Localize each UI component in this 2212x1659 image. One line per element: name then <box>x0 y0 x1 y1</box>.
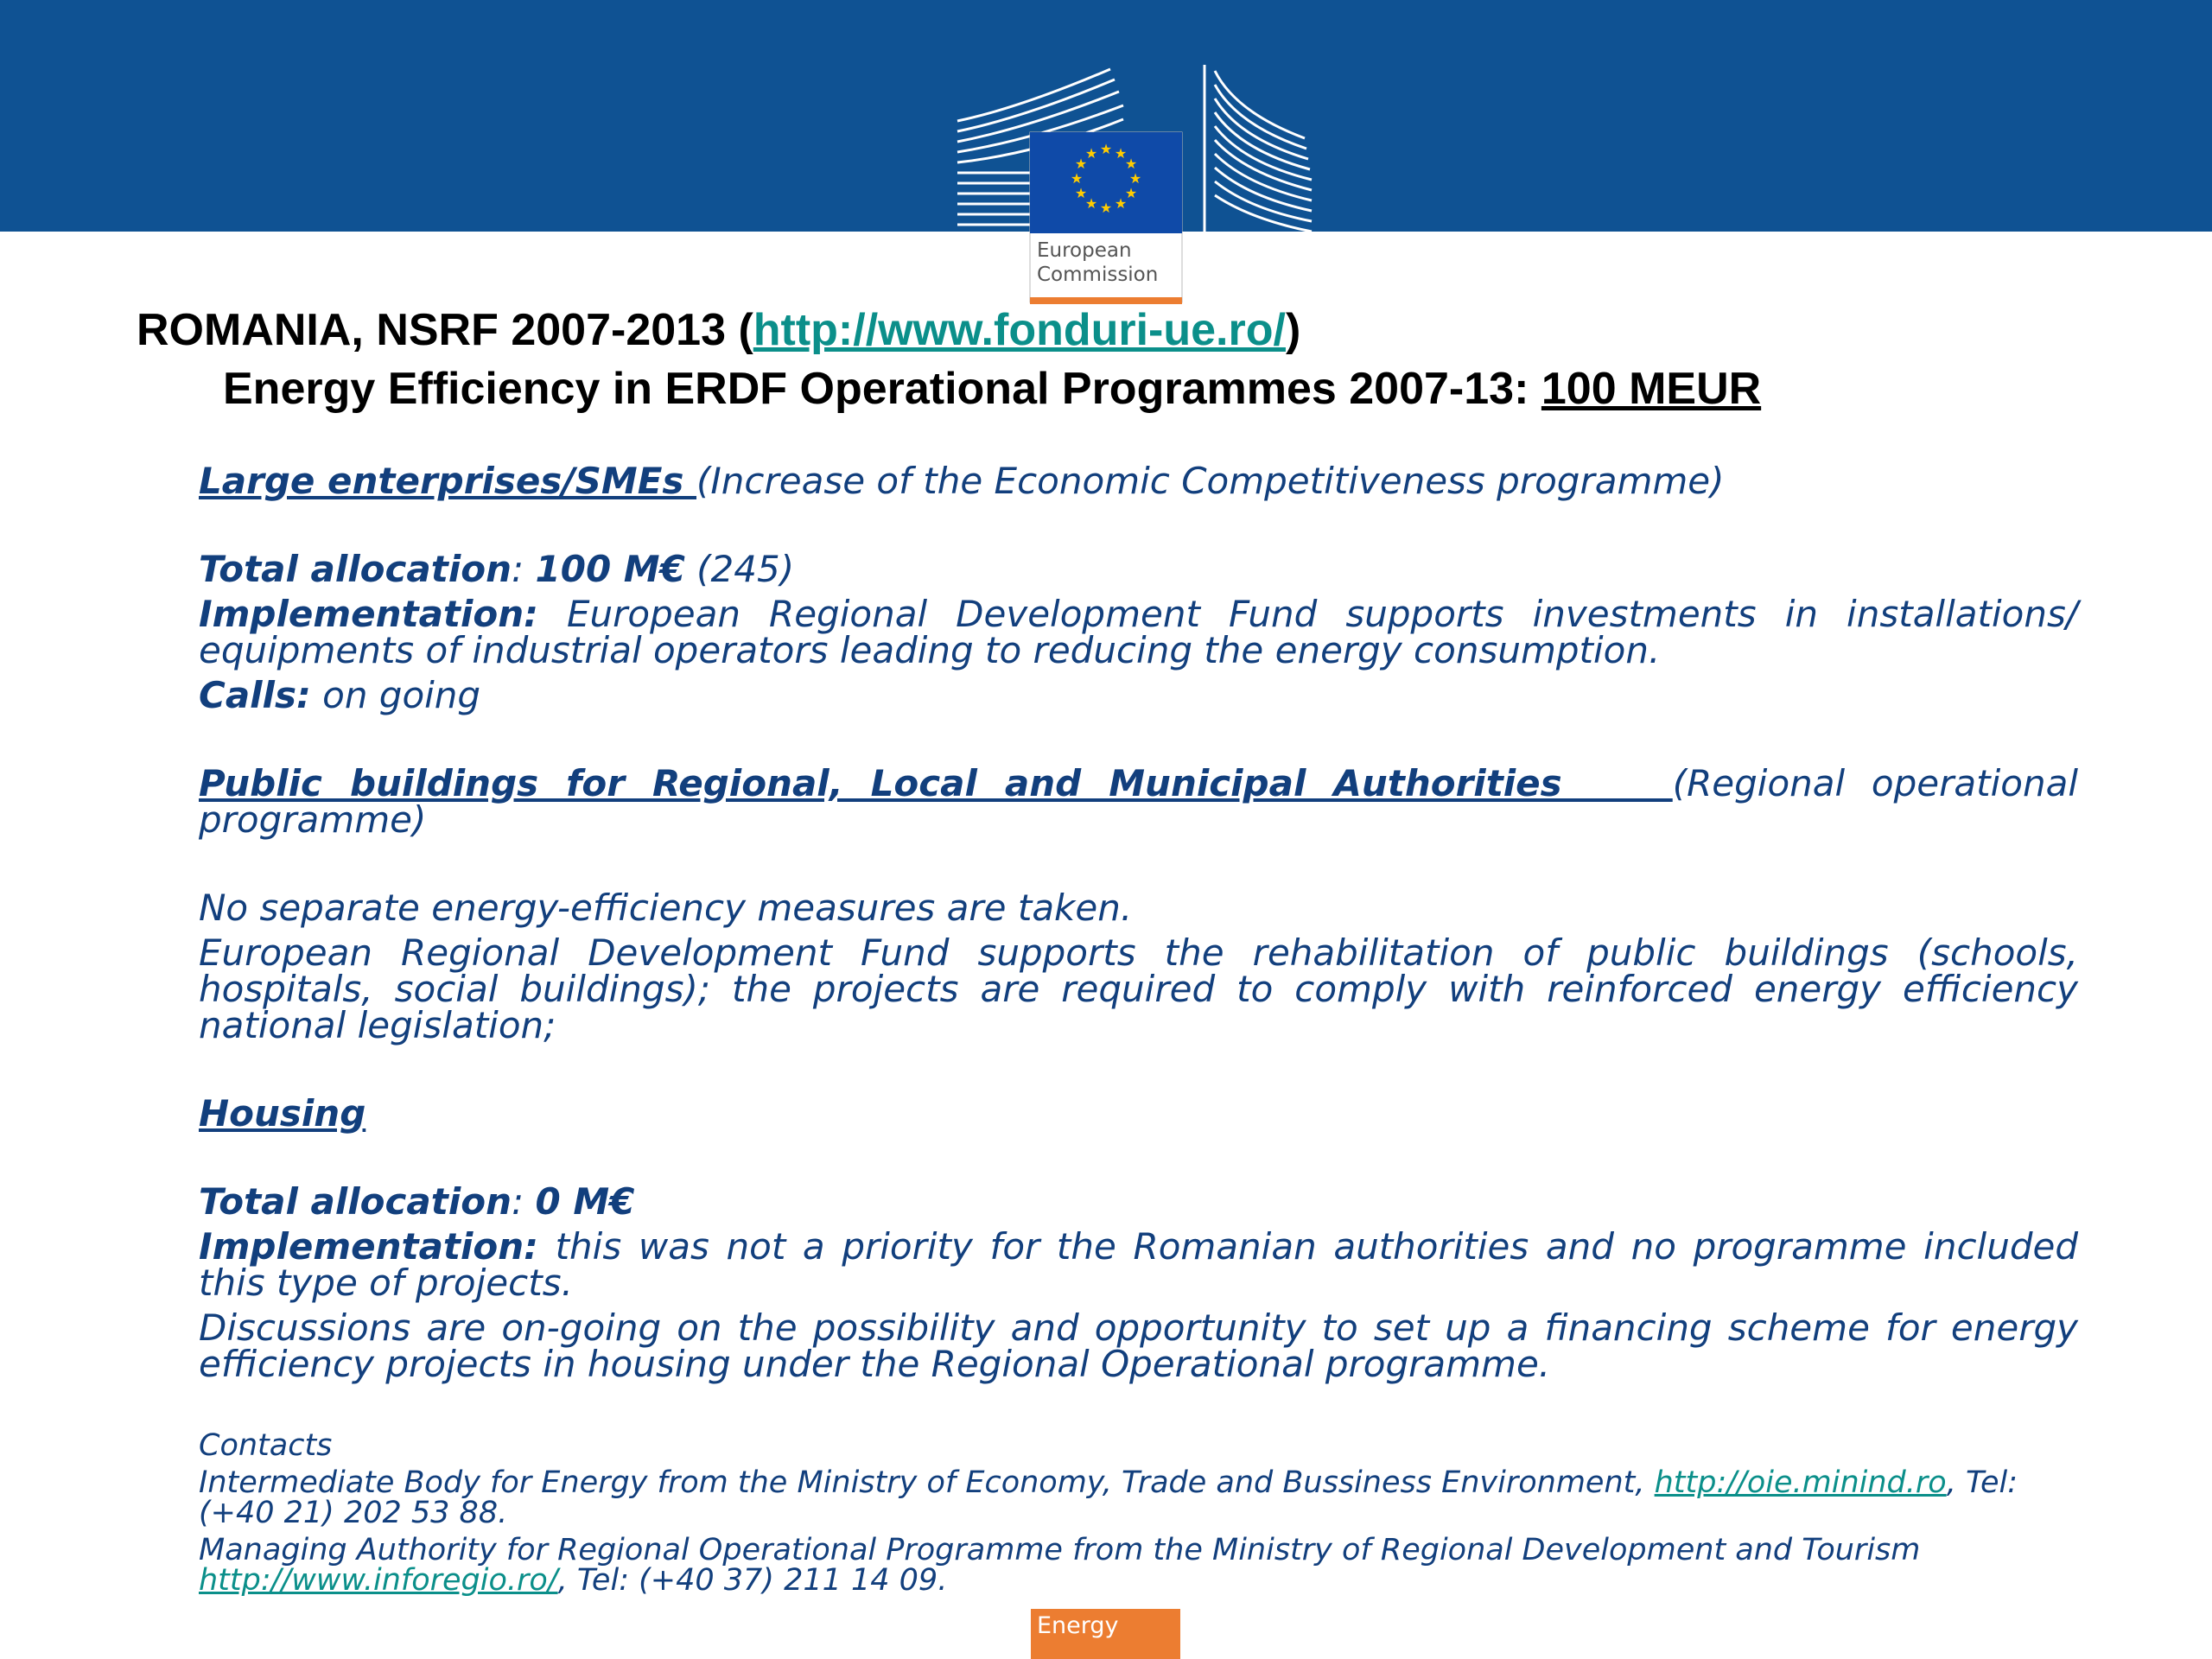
logo-text-line1: European <box>1037 239 1132 262</box>
svg-text:★: ★ <box>1124 185 1138 201</box>
svg-text:★: ★ <box>1074 156 1088 172</box>
logo-orange-bar <box>1030 297 1182 304</box>
public-buildings-note: (Regional operational programme) <box>199 762 2078 841</box>
housing-heading: Housing <box>199 1092 366 1135</box>
svg-text:★: ★ <box>1099 200 1113 216</box>
contact-managing-authority <box>199 1535 2078 1596</box>
minind-link[interactable]: http://oie.minind.ro <box>1654 1465 1947 1500</box>
contacts-section <box>199 1428 2078 1598</box>
footer-energy-tab <box>1031 1609 1180 1659</box>
public-buildings-heading-line <box>199 762 2078 841</box>
large-allocation-value: 100 M€ <box>535 548 685 590</box>
title-suffix: ) <box>1285 305 1301 355</box>
subtitle-prefix: Energy Efficiency in ERDF Operational Programmes 2007-13: <box>223 364 1541 414</box>
svg-text:★: ★ <box>1099 141 1113 157</box>
footer-energy-label: Energy <box>1037 1612 1119 1639</box>
title-prefix: ROMANIA, NSRF 2007-2013 ( <box>137 305 753 355</box>
large-implementation-label: Implementation: <box>199 593 538 635</box>
fonduri-link[interactable]: http://www.fonduri-ue.ro/ <box>753 305 1286 355</box>
subtitle-amount: 100 MEUR <box>1541 364 1762 414</box>
svg-text:★: ★ <box>1128 170 1142 187</box>
housing-implementation-label: Implementation: <box>199 1225 538 1268</box>
large-enterprises-heading-line <box>199 460 2078 502</box>
logo-text-line2: Commission <box>1037 264 1159 286</box>
logo-text <box>1037 238 1184 287</box>
managing-authority-text: Managing Authority for Regional Operational Programme from the Ministry of Regional Development and Tourism <box>199 1533 1921 1567</box>
svg-text:★: ★ <box>1114 195 1128 212</box>
large-implementation-text: European Regional Development Fund supports investments in installations/ equipments of industrial operators leading to reducing the energy consumption. <box>199 593 2078 671</box>
large-calls-text: on going <box>310 674 481 716</box>
large-calls-label: Calls: <box>199 674 311 716</box>
svg-text:★: ★ <box>1124 156 1138 172</box>
large-allocation-label: Total allocation <box>199 548 512 590</box>
intermediate-body-tel: , Tel: (+40 21) 202 53 88. <box>199 1465 2018 1530</box>
inforegio-link[interactable]: http://www.inforegio.ro/ <box>199 1563 558 1598</box>
large-enterprises-note: (Increase of the Economic Competitiveness programme) <box>696 460 1725 502</box>
housing-discussion-text: Discussions are on-going on the possibility and opportunity to set up a financing scheme for energy efficiency projects in housing under the Regional Operational programme. <box>199 1306 2078 1385</box>
building-right-lines <box>1205 65 1312 233</box>
public-buildings-text1: No separate energy-efficiency measures are taken. <box>199 887 1133 929</box>
svg-text:★: ★ <box>1084 195 1098 212</box>
housing-allocation-label: Total allocation <box>199 1180 512 1223</box>
main-content <box>199 460 2078 1385</box>
svg-text:★: ★ <box>1084 145 1098 162</box>
intermediate-body-text: Intermediate Body for Energy from the Ministry of Economy, Trade and Bussiness Environment, <box>199 1465 1655 1500</box>
public-buildings-text2: European Regional Development Fund supports the rehabilitation of public buildings (schools, hospitals, social buildings); the projects are required to comply with reinforced energy efficiency national legislation; <box>199 931 2078 1046</box>
managing-authority-tel: , Tel: (+40 37) 211 14 09. <box>557 1563 948 1598</box>
contacts-heading: Contacts <box>199 1428 333 1463</box>
svg-text:★: ★ <box>1074 185 1088 201</box>
housing-implementation-text: this was not a priority for the Romanian authorities and no programme included this type of projects. <box>199 1225 2078 1304</box>
large-implementation <box>199 593 2078 671</box>
housing-heading-line <box>199 1092 2078 1135</box>
large-enterprises-heading: Large enterprises/SMEs <box>199 460 697 502</box>
large-allocation-code: (245) <box>684 548 795 590</box>
housing-allocation: Total allocation: 0 M€ <box>199 1180 635 1223</box>
svg-text:★: ★ <box>1114 145 1128 162</box>
page-title <box>137 304 1300 356</box>
contact-intermediate-body <box>199 1465 2078 1530</box>
housing-allocation-value: 0 M€ <box>535 1180 635 1223</box>
large-allocation: Total allocation: 100 M€ (245) <box>199 548 795 590</box>
housing-implementation <box>199 1225 2078 1304</box>
public-buildings-heading: Public buildings for Regional, Local and Municipal Authorities <box>199 762 1673 804</box>
page-subtitle <box>223 363 1761 415</box>
large-calls <box>199 674 2078 716</box>
svg-text:★: ★ <box>1070 170 1084 187</box>
